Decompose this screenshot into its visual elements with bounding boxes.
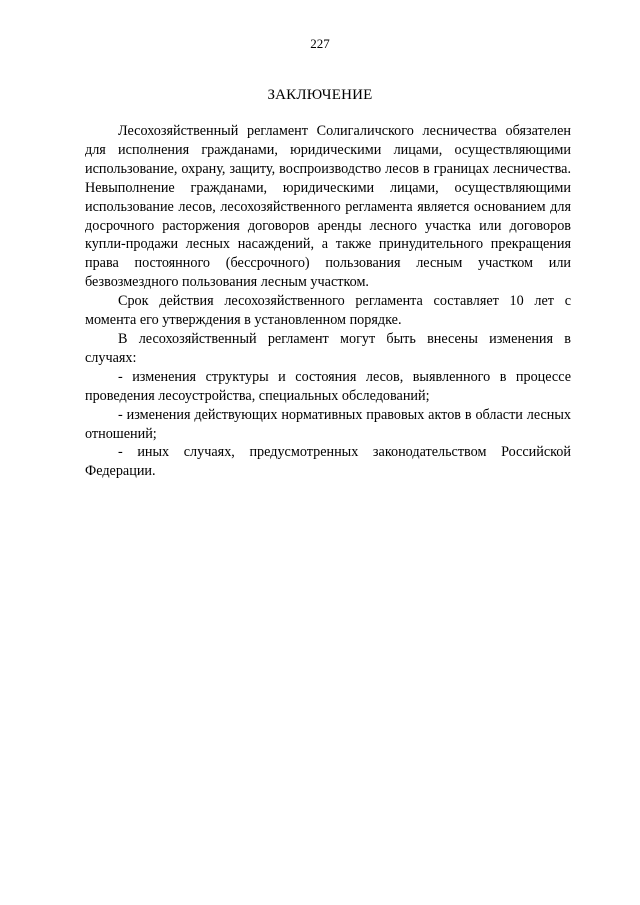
list-item-other-cases: - иных случаях, предусмотренных законодательством Российской Федерации. <box>85 444 571 480</box>
document-body <box>85 122 571 481</box>
section-heading: ЗАКЛЮЧЕНИЕ <box>267 87 373 103</box>
list-item-forest-structure-change: - изменения структуры и состояния лесов, выявленного в процессе проведения лесоустройства, специальных обследований; <box>85 368 571 404</box>
page-number: 227 <box>310 36 330 51</box>
paragraph-regulation-obligation: Лесохозяйственный регламент Солигаличского лесничества обязателен для исполнения гражданами, юридическими лицами, осуществляющими использование, охрану, защиту, воспроизводство лесов в границах лесничества. Невыполнение гражданами, юридическими лицами, осуществляющими использование лесов, лесохозяйственного регламента является основанием для досрочного расторжения договоров аренды лесного участка или договоров купли-продажи лесных насаждений, а также принудительного прекращения права постоянного (бессрочного) пользования лесным участком или безвозмездного пользования лесным участком. <box>85 123 571 291</box>
paragraph-amendments-intro: В лесохозяйственный регламент могут быть внесены изменения в случаях: <box>85 330 571 366</box>
paragraph-validity-period: Срок действия лесохозяйственного регламента составляет 10 лет с момента его утверждения в установленном порядке. <box>85 293 571 329</box>
list-item-legal-acts-change: - изменения действующих нормативных правовых актов в области лесных отношений; <box>85 406 571 442</box>
